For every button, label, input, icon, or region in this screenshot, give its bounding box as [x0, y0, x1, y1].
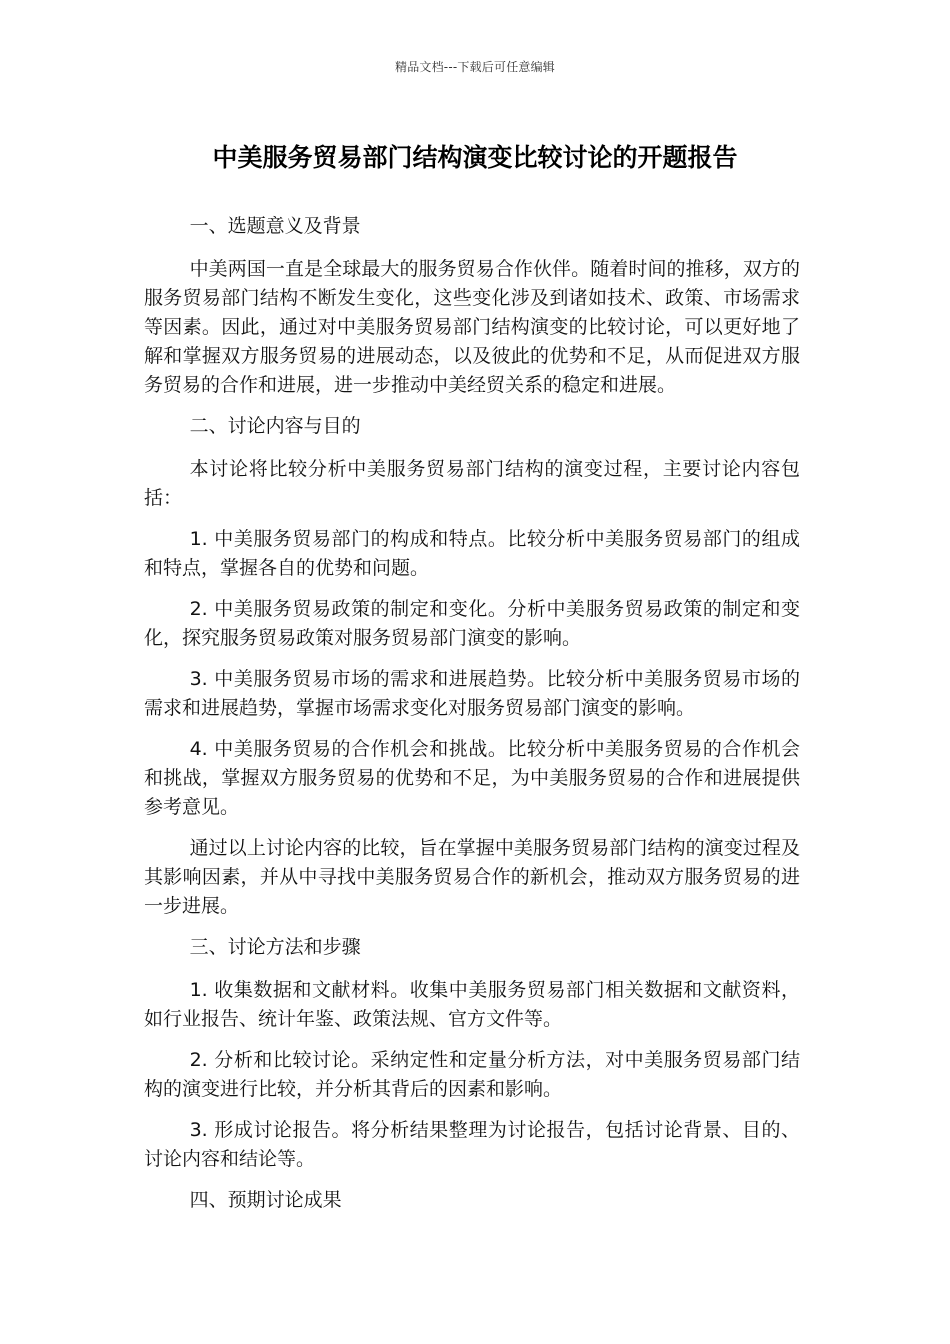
list-item: 2. 中美服务贸易政策的制定和变化。分析中美服务贸易政策的制定和变化，探究服务贸易政策对服务贸易部门演变的影响。	[144, 598, 800, 649]
paragraph-background: 中美两国一直是全球最大的服务贸易合作伙伴。随着时间的推移，双方的服务贸易部门结构不断发生变化，这些变化涉及到诸如技术、政策、市场需求等因素。因此，通过对中美服务贸易部门结构演变的比较讨论，可以更好地了解和掌握双方服务贸易的进展动态，以及彼此的优势和不足，从而促进双方服务贸易的合作和进展，进一步推动中美经贸关系的稳定和进展。	[144, 258, 800, 396]
list-item: 3. 中美服务贸易市场的需求和进展趋势。比较分析中美服务贸易市场的需求和进展趋势，掌握市场需求变化对服务贸易部门演变的影响。	[144, 668, 800, 719]
section-heading-outcomes: 四、预期讨论成果	[189, 1189, 342, 1211]
paragraph-content-intro: 本讨论将比较分析中美服务贸易部门结构的演变过程，主要讨论内容包括：	[144, 458, 800, 509]
document-title: 中美服务贸易部门结构演变比较讨论的开题报告	[212, 143, 738, 172]
paragraph-content-conclusion: 通过以上讨论内容的比较，旨在掌握中美服务贸易部门结构的演变过程及其影响因素，并从中寻找中美服务贸易合作的新机会，推动双方服务贸易的进一步进展。	[144, 837, 800, 917]
section-heading-background: 一、选题意义及背景	[189, 215, 361, 237]
list-item: 4. 中美服务贸易的合作机会和挑战。比较分析中美服务贸易的合作机会和挑战，掌握双方服务贸易的优势和不足，为中美服务贸易的合作和进展提供参考意见。	[144, 738, 800, 818]
header-note: 精品文档---下载后可任意编辑	[395, 60, 555, 74]
list-item: 1. 收集数据和文献材料。收集中美服务贸易部门相关数据和文献资料，如行业报告、统计年鉴、政策法规、官方文件等。	[144, 979, 800, 1030]
section-heading-content: 二、讨论内容与目的	[189, 415, 361, 437]
list-item: 2. 分析和比较讨论。采纳定性和定量分析方法，对中美服务贸易部门结构的演变进行比较，并分析其背后的因素和影响。	[144, 1049, 800, 1100]
list-item: 3. 形成讨论报告。将分析结果整理为讨论报告，包括讨论背景、目的、讨论内容和结论等。	[144, 1119, 800, 1170]
list-item: 1. 中美服务贸易部门的构成和特点。比较分析中美服务贸易部门的组成和特点，掌握各自的优势和问题。	[144, 528, 800, 579]
document-body	[144, 212, 800, 1229]
section-heading-methods: 三、讨论方法和步骤	[189, 936, 361, 958]
